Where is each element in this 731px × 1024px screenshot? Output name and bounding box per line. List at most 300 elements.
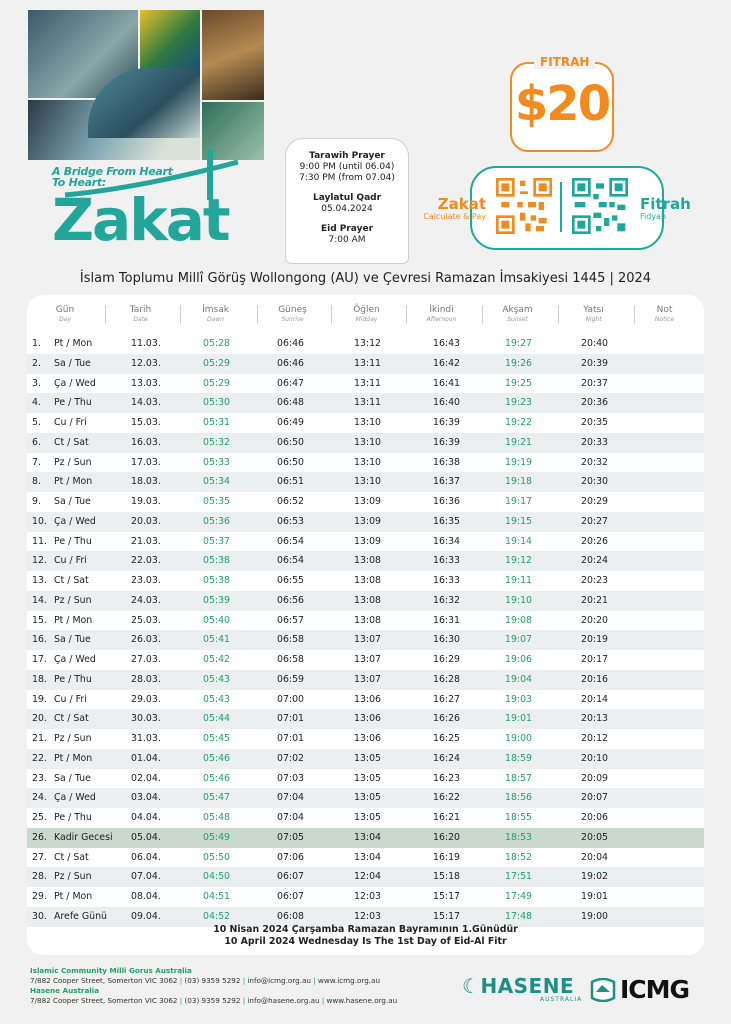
row-aksam: 19:01 xyxy=(505,713,533,725)
row-date: 25.03. xyxy=(131,614,161,626)
table-row xyxy=(27,749,704,769)
row-day: Pt / Mon xyxy=(54,891,93,902)
row-day: Ça / Wed xyxy=(54,515,96,527)
row-ogle: 13:10 xyxy=(354,476,382,488)
column-header-en: Midday xyxy=(355,316,378,323)
zakat-logo: Zakat xyxy=(52,186,229,254)
row-date: 13.03. xyxy=(131,377,161,389)
table-row xyxy=(27,808,704,828)
table-row xyxy=(27,670,704,690)
row-ikindi: 16:30 xyxy=(433,634,461,646)
row-date: 08.04. xyxy=(131,891,161,902)
column-header-en: Sunrise xyxy=(281,316,304,323)
column-header-tr: Gün xyxy=(55,305,75,315)
row-aksam: 19:11 xyxy=(505,575,533,586)
row-gunes: 07:01 xyxy=(277,733,305,744)
row-yatsi: 20:27 xyxy=(581,515,609,527)
row-aksam: 18:57 xyxy=(505,772,533,784)
row-number: 20. xyxy=(32,713,47,725)
row-ikindi: 15:17 xyxy=(433,910,461,922)
row-ogle: 13:12 xyxy=(354,338,382,349)
row-date: 26.03. xyxy=(131,634,161,646)
laylatul-date: 05.04.2024 xyxy=(321,204,373,214)
row-aksam: 19:10 xyxy=(505,594,533,606)
row-gunes: 06:55 xyxy=(277,575,305,586)
row-imsak: 05:36 xyxy=(203,515,231,527)
table-row xyxy=(27,393,704,413)
row-day: Pt / Mon xyxy=(54,476,93,488)
row-ogle: 13:05 xyxy=(354,812,382,823)
row-gunes: 06:54 xyxy=(277,535,305,547)
table-row xyxy=(27,453,704,473)
row-yatsi: 20:40 xyxy=(581,338,609,349)
row-imsak: 05:38 xyxy=(203,555,231,567)
row-imsak: 05:29 xyxy=(203,377,231,389)
table-row xyxy=(27,532,704,552)
imsakiye-table xyxy=(27,295,704,955)
row-yatsi: 20:09 xyxy=(581,772,609,784)
table-row xyxy=(27,611,704,631)
row-day: Ct / Sat xyxy=(54,851,89,863)
page-title: İslam Toplumu Millî Görüş Wollongong (AU) ve Çevresi Ramazan İmsakiyesi 1445 | 2024 xyxy=(79,271,652,286)
row-yatsi: 20:20 xyxy=(581,614,609,626)
row-ikindi: 16:31 xyxy=(433,614,461,626)
table-row xyxy=(27,472,704,492)
row-ogle: 13:09 xyxy=(354,515,382,527)
row-yatsi: 20:39 xyxy=(581,357,609,369)
table-header xyxy=(27,305,704,331)
table-row xyxy=(27,690,704,710)
row-ikindi: 16:39 xyxy=(433,417,461,428)
row-ikindi: 16:26 xyxy=(433,713,461,725)
row-yatsi: 20:16 xyxy=(581,673,609,685)
table-row xyxy=(27,848,704,868)
tagline-line1: A Bridge From Heart xyxy=(52,165,173,178)
row-gunes: 06:07 xyxy=(277,891,305,902)
row-yatsi: 20:13 xyxy=(581,713,609,725)
row-imsak: 05:28 xyxy=(203,338,231,349)
row-yatsi: 19:02 xyxy=(581,871,609,883)
row-yatsi: 20:04 xyxy=(581,851,609,863)
row-aksam: 18:52 xyxy=(505,851,533,863)
row-ogle: 13:11 xyxy=(354,377,382,389)
row-number: 23. xyxy=(32,772,47,784)
row-number: 3. xyxy=(32,377,41,389)
row-date: 05.04. xyxy=(131,831,161,843)
hasene-logo: ☾HASENE xyxy=(462,974,575,998)
row-gunes: 06:58 xyxy=(277,634,305,646)
column-header-en: Day xyxy=(59,316,71,323)
row-imsak: 04:51 xyxy=(203,891,231,902)
org2-name: Hasene Australia xyxy=(30,986,100,995)
column-header-tr: Öğlen xyxy=(353,305,380,315)
row-gunes: 06:46 xyxy=(277,357,305,369)
row-yatsi: 19:00 xyxy=(581,910,609,922)
column-header-tr: Tarih xyxy=(129,305,152,315)
row-yatsi: 20:24 xyxy=(581,555,609,567)
column-header-tr: Yatsı xyxy=(583,305,604,315)
row-day: Ça / Wed xyxy=(54,654,96,665)
tarawih-title: Tarawih Prayer xyxy=(309,151,385,161)
row-number: 21. xyxy=(32,733,47,744)
row-aksam: 19:26 xyxy=(505,357,533,369)
row-date: 18.03. xyxy=(131,476,161,488)
row-gunes: 06:08 xyxy=(277,910,305,922)
row-ikindi: 16:19 xyxy=(433,851,461,863)
row-number: 9. xyxy=(32,496,41,507)
row-imsak: 05:29 xyxy=(203,357,231,369)
row-number: 26. xyxy=(32,831,47,843)
row-ogle: 13:11 xyxy=(354,357,382,369)
org1-contact: 7/882 Cooper Street, Somerton VIC 3062 | (03) 9359 5292 | info@icmg.org.au | www.icmg.org.au xyxy=(30,976,381,985)
table-row xyxy=(27,433,704,453)
table-row xyxy=(27,769,704,789)
row-number: 29. xyxy=(32,891,47,902)
row-aksam: 19:19 xyxy=(505,456,533,468)
hasene-logo-text: HASENE xyxy=(480,974,575,998)
row-date: 22.03. xyxy=(131,555,161,567)
row-aksam: 19:12 xyxy=(505,555,533,567)
row-imsak: 05:30 xyxy=(203,397,231,409)
row-imsak: 04:50 xyxy=(203,871,231,883)
row-yatsi: 20:10 xyxy=(581,752,609,764)
row-gunes: 07:03 xyxy=(277,772,305,784)
row-ogle: 13:09 xyxy=(354,496,382,507)
row-date: 01.04. xyxy=(131,752,161,764)
row-ogle: 13:05 xyxy=(354,772,382,784)
row-gunes: 06:07 xyxy=(277,871,305,883)
row-date: 09.04. xyxy=(131,910,161,922)
row-ogle: 12:03 xyxy=(354,891,382,902)
row-number: 6. xyxy=(32,436,41,448)
row-yatsi: 20:14 xyxy=(581,693,609,705)
row-aksam: 19:18 xyxy=(505,476,533,488)
row-day: Pe / Thu xyxy=(54,673,92,685)
row-day: Kadir Gecesi xyxy=(54,831,113,843)
row-date: 21.03. xyxy=(131,535,161,547)
row-imsak: 05:40 xyxy=(203,614,231,626)
row-yatsi: 20:19 xyxy=(581,634,609,646)
photo-tile xyxy=(202,10,264,100)
row-yatsi: 20:06 xyxy=(581,812,609,823)
row-ikindi: 16:33 xyxy=(433,575,461,586)
table-body xyxy=(27,334,704,927)
table-row xyxy=(27,334,704,354)
row-ikindi: 16:42 xyxy=(433,357,461,369)
column-header xyxy=(331,305,401,324)
row-date: 03.04. xyxy=(131,792,161,804)
row-imsak: 05:41 xyxy=(203,634,231,646)
column-header-en: Dawn xyxy=(206,316,224,323)
icmg-logo: ICMG xyxy=(620,975,690,1004)
zakat-tagline xyxy=(52,166,173,188)
eid-notice-en: 10 April 2024 Wednesday Is The 1st Day of Eid-Al Fitr xyxy=(224,936,507,947)
row-ikindi: 16:43 xyxy=(433,338,461,349)
row-ogle: 13:06 xyxy=(354,713,382,725)
row-number: 5. xyxy=(32,417,41,428)
row-number: 19. xyxy=(32,693,47,705)
row-date: 11.03. xyxy=(131,338,161,349)
fitrah-qr-code-icon[interactable] xyxy=(572,178,628,234)
table-row xyxy=(27,512,704,532)
row-yatsi: 20:17 xyxy=(581,654,609,665)
row-aksam: 17:49 xyxy=(505,891,533,902)
row-number: 14. xyxy=(32,594,47,606)
row-aksam: 19:27 xyxy=(505,338,533,349)
row-aksam: 18:59 xyxy=(505,752,533,764)
hasene-logo-sub: AUSTRALIA xyxy=(540,996,583,1003)
zakat-sub-label: Calculate & Pay xyxy=(423,212,486,221)
row-day: Ça / Wed xyxy=(54,792,96,804)
row-yatsi: 20:33 xyxy=(581,436,609,448)
row-ogle: 13:08 xyxy=(354,614,382,626)
row-ikindi: 16:25 xyxy=(433,733,461,744)
row-gunes: 07:06 xyxy=(277,851,305,863)
photo-tile xyxy=(140,10,200,70)
qr-divider xyxy=(560,182,562,232)
column-header xyxy=(105,305,175,324)
row-date: 31.03. xyxy=(131,733,161,744)
row-gunes: 07:01 xyxy=(277,713,305,725)
fitrah-badge xyxy=(510,55,614,152)
row-gunes: 07:00 xyxy=(277,693,305,705)
row-ogle: 12:04 xyxy=(354,871,382,883)
table-row xyxy=(27,788,704,808)
row-aksam: 19:15 xyxy=(505,515,533,527)
row-imsak: 05:38 xyxy=(203,575,231,586)
table-row xyxy=(27,571,704,591)
org1-email[interactable]: info@icmg.org.au xyxy=(247,976,311,985)
header-photo-collage xyxy=(28,10,264,160)
row-ikindi: 16:23 xyxy=(433,772,461,784)
row-day: Cu / Fri xyxy=(54,693,87,705)
row-ogle: 13:08 xyxy=(354,575,382,586)
table-row xyxy=(27,374,704,394)
row-aksam: 19:04 xyxy=(505,673,533,685)
row-date: 27.03. xyxy=(131,654,161,665)
tagline-line2: To Heart: xyxy=(52,176,106,189)
row-yatsi: 20:29 xyxy=(581,496,609,507)
row-date: 07.04. xyxy=(131,871,161,883)
org1-address: 7/882 Cooper Street, Somerton VIC 3062 xyxy=(30,976,178,985)
row-gunes: 06:48 xyxy=(277,397,305,409)
row-gunes: 06:47 xyxy=(277,377,305,389)
row-aksam: 17:48 xyxy=(505,910,533,922)
row-day: Pe / Thu xyxy=(54,535,92,547)
column-header-en: Sunset xyxy=(507,316,528,323)
row-imsak: 05:46 xyxy=(203,772,231,784)
row-day: Pe / Thu xyxy=(54,397,92,409)
table-row xyxy=(27,650,704,670)
row-ikindi: 16:32 xyxy=(433,594,461,606)
row-aksam: 19:23 xyxy=(505,397,533,409)
row-gunes: 06:57 xyxy=(277,614,305,626)
table-row xyxy=(27,729,704,749)
row-number: 15. xyxy=(32,614,47,626)
row-day: Ct / Sat xyxy=(54,575,89,586)
row-number: 10. xyxy=(32,515,47,527)
row-ikindi: 16:40 xyxy=(433,397,461,409)
table-row xyxy=(27,591,704,611)
column-header-en: Night xyxy=(585,316,602,323)
row-imsak: 05:50 xyxy=(203,851,231,863)
row-number: 7. xyxy=(32,456,41,468)
row-ogle: 13:07 xyxy=(354,634,382,646)
zakat-qr-code-icon[interactable] xyxy=(496,178,552,234)
row-yatsi: 20:23 xyxy=(581,575,609,586)
row-gunes: 06:51 xyxy=(277,476,305,488)
row-date: 28.03. xyxy=(131,673,161,685)
column-header xyxy=(406,305,476,324)
row-number: 17. xyxy=(32,654,47,665)
row-gunes: 06:58 xyxy=(277,654,305,665)
row-ikindi: 15:18 xyxy=(433,871,461,883)
row-number: 2. xyxy=(32,357,41,369)
row-ikindi: 16:41 xyxy=(433,377,461,389)
row-imsak: 05:43 xyxy=(203,693,231,705)
row-day: Pz / Sun xyxy=(54,871,92,883)
column-header xyxy=(180,305,250,324)
row-day: Pz / Sun xyxy=(54,456,92,468)
row-ogle: 13:04 xyxy=(354,851,382,863)
row-imsak: 05:44 xyxy=(203,713,231,725)
table-row xyxy=(27,413,704,433)
org1-web[interactable]: www.icmg.org.au xyxy=(317,976,381,985)
row-aksam: 18:53 xyxy=(505,831,533,843)
row-number: 8. xyxy=(32,476,41,488)
row-ogle: 13:10 xyxy=(354,417,382,428)
row-yatsi: 20:36 xyxy=(581,397,609,409)
row-ikindi: 16:34 xyxy=(433,535,461,547)
fitrah-amount: $20 xyxy=(514,76,610,132)
row-aksam: 19:25 xyxy=(505,377,533,389)
row-number: 27. xyxy=(32,851,47,863)
org2-web[interactable]: www.hasene.org.au xyxy=(326,996,398,1005)
row-ogle: 13:06 xyxy=(354,733,382,744)
column-header xyxy=(482,305,552,324)
row-number: 24. xyxy=(32,792,47,804)
table-row xyxy=(27,551,704,571)
column-header-en: Date xyxy=(133,316,148,323)
row-ogle: 13:07 xyxy=(354,654,382,665)
row-ogle: 13:11 xyxy=(354,397,382,409)
row-ogle: 13:04 xyxy=(354,831,382,843)
row-ikindi: 16:21 xyxy=(433,812,461,823)
org2-phone: (03) 9359 5292 xyxy=(184,996,241,1005)
row-number: 1. xyxy=(32,338,41,349)
eid-time: 7:00 AM xyxy=(328,235,366,245)
row-yatsi: 20:12 xyxy=(581,733,609,744)
row-day: Ça / Wed xyxy=(54,377,96,389)
row-number: 18. xyxy=(32,673,47,685)
row-day: Ct / Sat xyxy=(54,436,89,448)
row-ogle: 13:08 xyxy=(354,555,382,567)
row-aksam: 19:17 xyxy=(505,496,533,507)
row-ikindi: 16:29 xyxy=(433,654,461,665)
row-ikindi: 16:38 xyxy=(433,456,461,468)
row-ikindi: 16:33 xyxy=(433,555,461,567)
row-number: 4. xyxy=(32,397,41,409)
row-date: 23.03. xyxy=(131,575,161,586)
row-ogle: 13:05 xyxy=(354,792,382,804)
row-number: 16. xyxy=(32,634,47,646)
row-yatsi: 20:30 xyxy=(581,476,609,488)
eid-title: Eid Prayer xyxy=(320,224,374,234)
column-header-tr: Akşam xyxy=(502,305,533,315)
row-aksam: 19:06 xyxy=(505,654,533,665)
fitrah-sub-label: Fidyah xyxy=(640,212,667,221)
footer-contacts xyxy=(30,966,397,1006)
row-yatsi: 20:07 xyxy=(581,792,609,804)
row-imsak: 05:31 xyxy=(203,417,231,428)
row-gunes: 06:49 xyxy=(277,417,305,428)
row-date: 14.03. xyxy=(131,397,161,409)
row-yatsi: 20:05 xyxy=(581,831,609,843)
row-day: Pt / Mon xyxy=(54,614,93,626)
row-gunes: 07:04 xyxy=(277,812,305,823)
column-header-tr: İmsak xyxy=(202,305,229,315)
row-ikindi: 16:35 xyxy=(433,515,461,527)
row-aksam: 18:56 xyxy=(505,792,533,804)
row-aksam: 19:22 xyxy=(505,417,533,428)
row-gunes: 06:53 xyxy=(277,515,305,527)
row-imsak: 05:46 xyxy=(203,752,231,764)
row-day: Cu / Fri xyxy=(54,417,87,428)
row-yatsi: 20:37 xyxy=(581,377,609,389)
row-imsak: 05:39 xyxy=(203,594,231,606)
row-date: 06.04. xyxy=(131,851,161,863)
row-day: Sa / Tue xyxy=(54,496,91,507)
table-row xyxy=(27,867,704,887)
table-row xyxy=(27,354,704,374)
row-imsak: 05:48 xyxy=(203,812,231,823)
row-ikindi: 16:20 xyxy=(433,831,461,843)
row-imsak: 04:52 xyxy=(203,910,231,922)
row-aksam: 17:51 xyxy=(505,871,533,883)
row-yatsi: 20:32 xyxy=(581,456,609,468)
row-number: 13. xyxy=(32,575,47,586)
row-date: 30.03. xyxy=(131,713,161,725)
table-row xyxy=(27,492,704,512)
column-header-en: Notice xyxy=(654,316,675,323)
row-aksam: 19:00 xyxy=(505,733,533,744)
org2-email[interactable]: info@hasene.org.au xyxy=(247,996,320,1005)
org2-address: 7/882 Cooper Street, Somerton VIC 3062 xyxy=(30,996,178,1005)
icmg-mark-icon xyxy=(590,978,616,1002)
row-date: 12.03. xyxy=(131,357,161,369)
row-ogle: 13:05 xyxy=(354,752,382,764)
row-ikindi: 16:27 xyxy=(433,693,461,705)
row-date: 20.03. xyxy=(131,515,161,527)
row-day: Arefe Günü xyxy=(54,910,107,922)
row-aksam: 19:07 xyxy=(505,634,533,646)
row-day: Pt / Mon xyxy=(54,752,93,764)
row-ikindi: 16:37 xyxy=(433,476,461,488)
row-aksam: 19:21 xyxy=(505,436,533,448)
row-day: Pe / Thu xyxy=(54,812,92,823)
table-row xyxy=(27,709,704,729)
zakat-qr-label xyxy=(420,196,486,221)
row-date: 02.04. xyxy=(131,772,161,784)
org1-phone: (03) 9359 5292 xyxy=(184,976,241,985)
row-number: 12. xyxy=(32,555,47,567)
row-imsak: 05:45 xyxy=(203,733,231,744)
row-gunes: 06:50 xyxy=(277,436,305,448)
row-ogle: 13:10 xyxy=(354,436,382,448)
row-aksam: 19:08 xyxy=(505,614,533,626)
row-ogle: 12:03 xyxy=(354,910,382,922)
row-yatsi: 20:35 xyxy=(581,417,609,428)
